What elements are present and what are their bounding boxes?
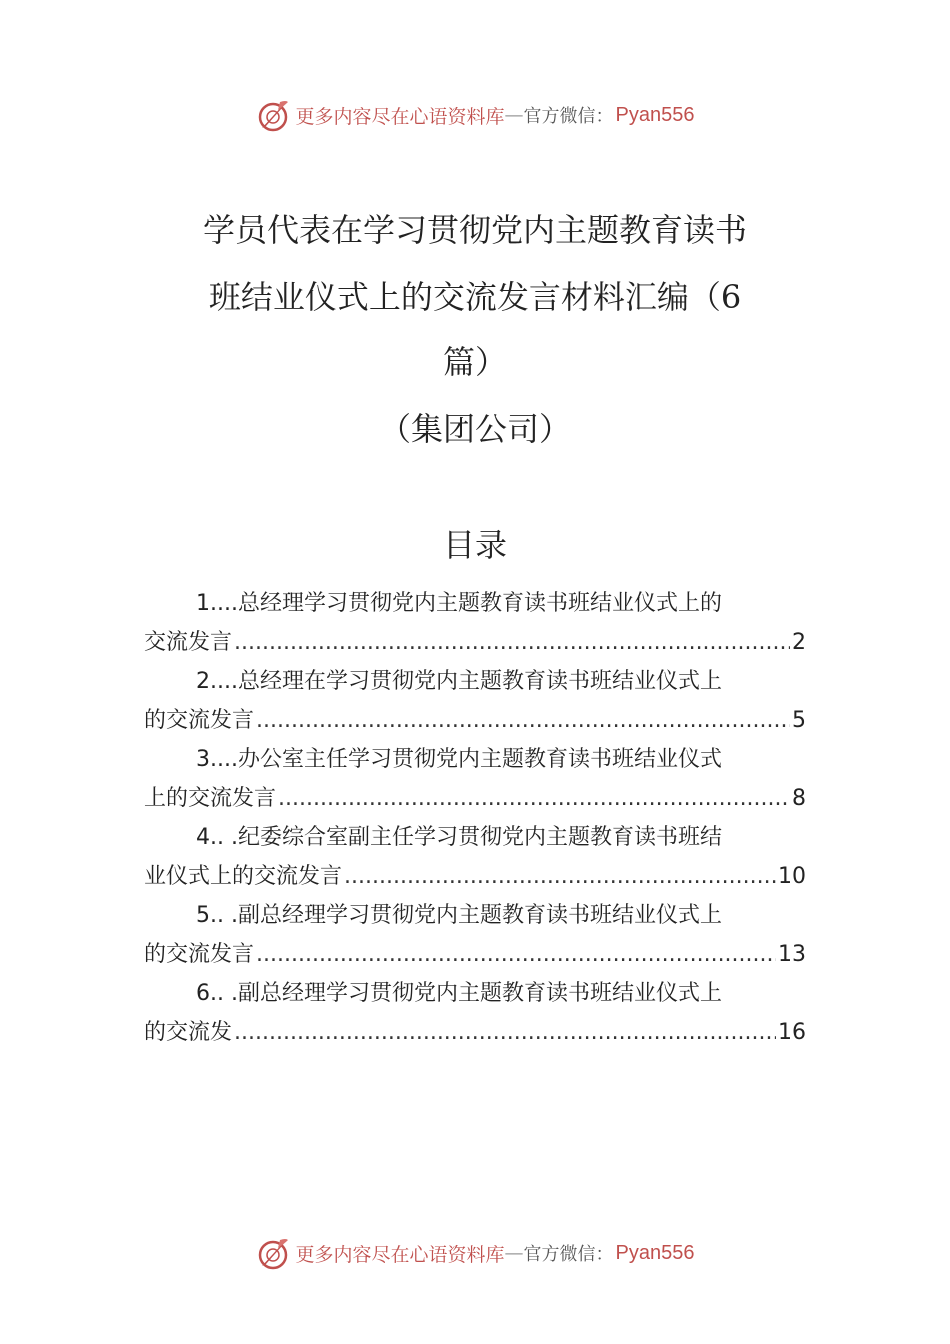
- toc-leader-dots: [256, 701, 790, 740]
- toc-entry-3[interactable]: [144, 740, 806, 818]
- footer-banner: [0, 1233, 950, 1273]
- toc-entry-title: 1....总经理学习贯彻党内主题教育读书班结业仪式上的: [196, 591, 722, 616]
- toc-page-number: 13: [778, 942, 806, 967]
- document-subtitle: （集团公司）: [378, 410, 571, 448]
- toc-page-number: 5: [792, 708, 806, 733]
- toc-page-number: 16: [778, 1020, 806, 1045]
- banner-dash: —: [504, 104, 524, 126]
- toc-leader-dots: [278, 779, 790, 818]
- banner-dash: —: [504, 1242, 524, 1264]
- toc-leader-dots: [234, 623, 790, 662]
- quill-pen-logo-icon: [256, 1236, 290, 1270]
- banner-official-label: 官方微信：: [523, 1244, 614, 1265]
- toc-entry-5[interactable]: [144, 896, 806, 974]
- banner-wechat-id: Pyan556: [615, 1241, 695, 1264]
- toc-page-number: 10: [778, 864, 806, 889]
- banner-brand-text: 更多内容尽在心语资料库: [295, 1243, 505, 1266]
- toc-page-number: 8: [792, 786, 806, 811]
- document-title-line-1: 学员代表在学习贯彻党内主题教育读书: [202, 211, 747, 249]
- toc-entry-title-continued: 的交流发言: [144, 708, 255, 733]
- toc-page-number: 2: [792, 630, 806, 655]
- toc-entry-title: 5.. .副总经理学习贯彻党内主题教育读书班结业仪式上: [196, 903, 722, 928]
- toc-entry-title-continued: 的交流发: [144, 1020, 233, 1045]
- document-title-line-3: 篇）: [442, 343, 507, 381]
- quill-pen-logo-icon: [256, 98, 290, 132]
- toc-leader-dots: [344, 857, 776, 896]
- toc-heading: 目录: [442, 526, 507, 564]
- banner-wechat-id: Pyan556: [615, 103, 695, 126]
- toc-entry-title-continued: 上的交流发言: [144, 786, 277, 811]
- toc-entry-2[interactable]: [144, 662, 806, 740]
- table-of-contents: [144, 584, 806, 1052]
- toc-entry-title-continued: 交流发言: [144, 630, 233, 655]
- toc-entry-title: 3....办公室主任学习贯彻党内主题教育读书班结业仪式: [196, 747, 722, 772]
- toc-entry-title: 6.. .副总经理学习贯彻党内主题教育读书班结业仪式上: [196, 981, 722, 1006]
- toc-leader-dots: [256, 935, 776, 974]
- toc-entry-4[interactable]: [144, 818, 806, 896]
- toc-entry-title: 2....总经理在学习贯彻党内主题教育读书班结业仪式上: [196, 669, 722, 694]
- toc-entry-6[interactable]: [144, 974, 806, 1052]
- banner-official-label: 官方微信：: [523, 106, 614, 127]
- toc-entry-title: 4.. .纪委综合室副主任学习贯彻党内主题教育读书班结: [196, 825, 722, 850]
- banner-brand-text: 更多内容尽在心语资料库: [295, 105, 505, 128]
- toc-entry-title-continued: 业仪式上的交流发言: [144, 864, 343, 889]
- document-title-line-2: 班结业仪式上的交流发言材料汇编（6: [208, 278, 742, 316]
- toc-entry-title-continued: 的交流发言: [144, 942, 255, 967]
- header-banner: [0, 95, 950, 135]
- toc-leader-dots: [234, 1013, 776, 1052]
- toc-entry-1[interactable]: [144, 584, 806, 662]
